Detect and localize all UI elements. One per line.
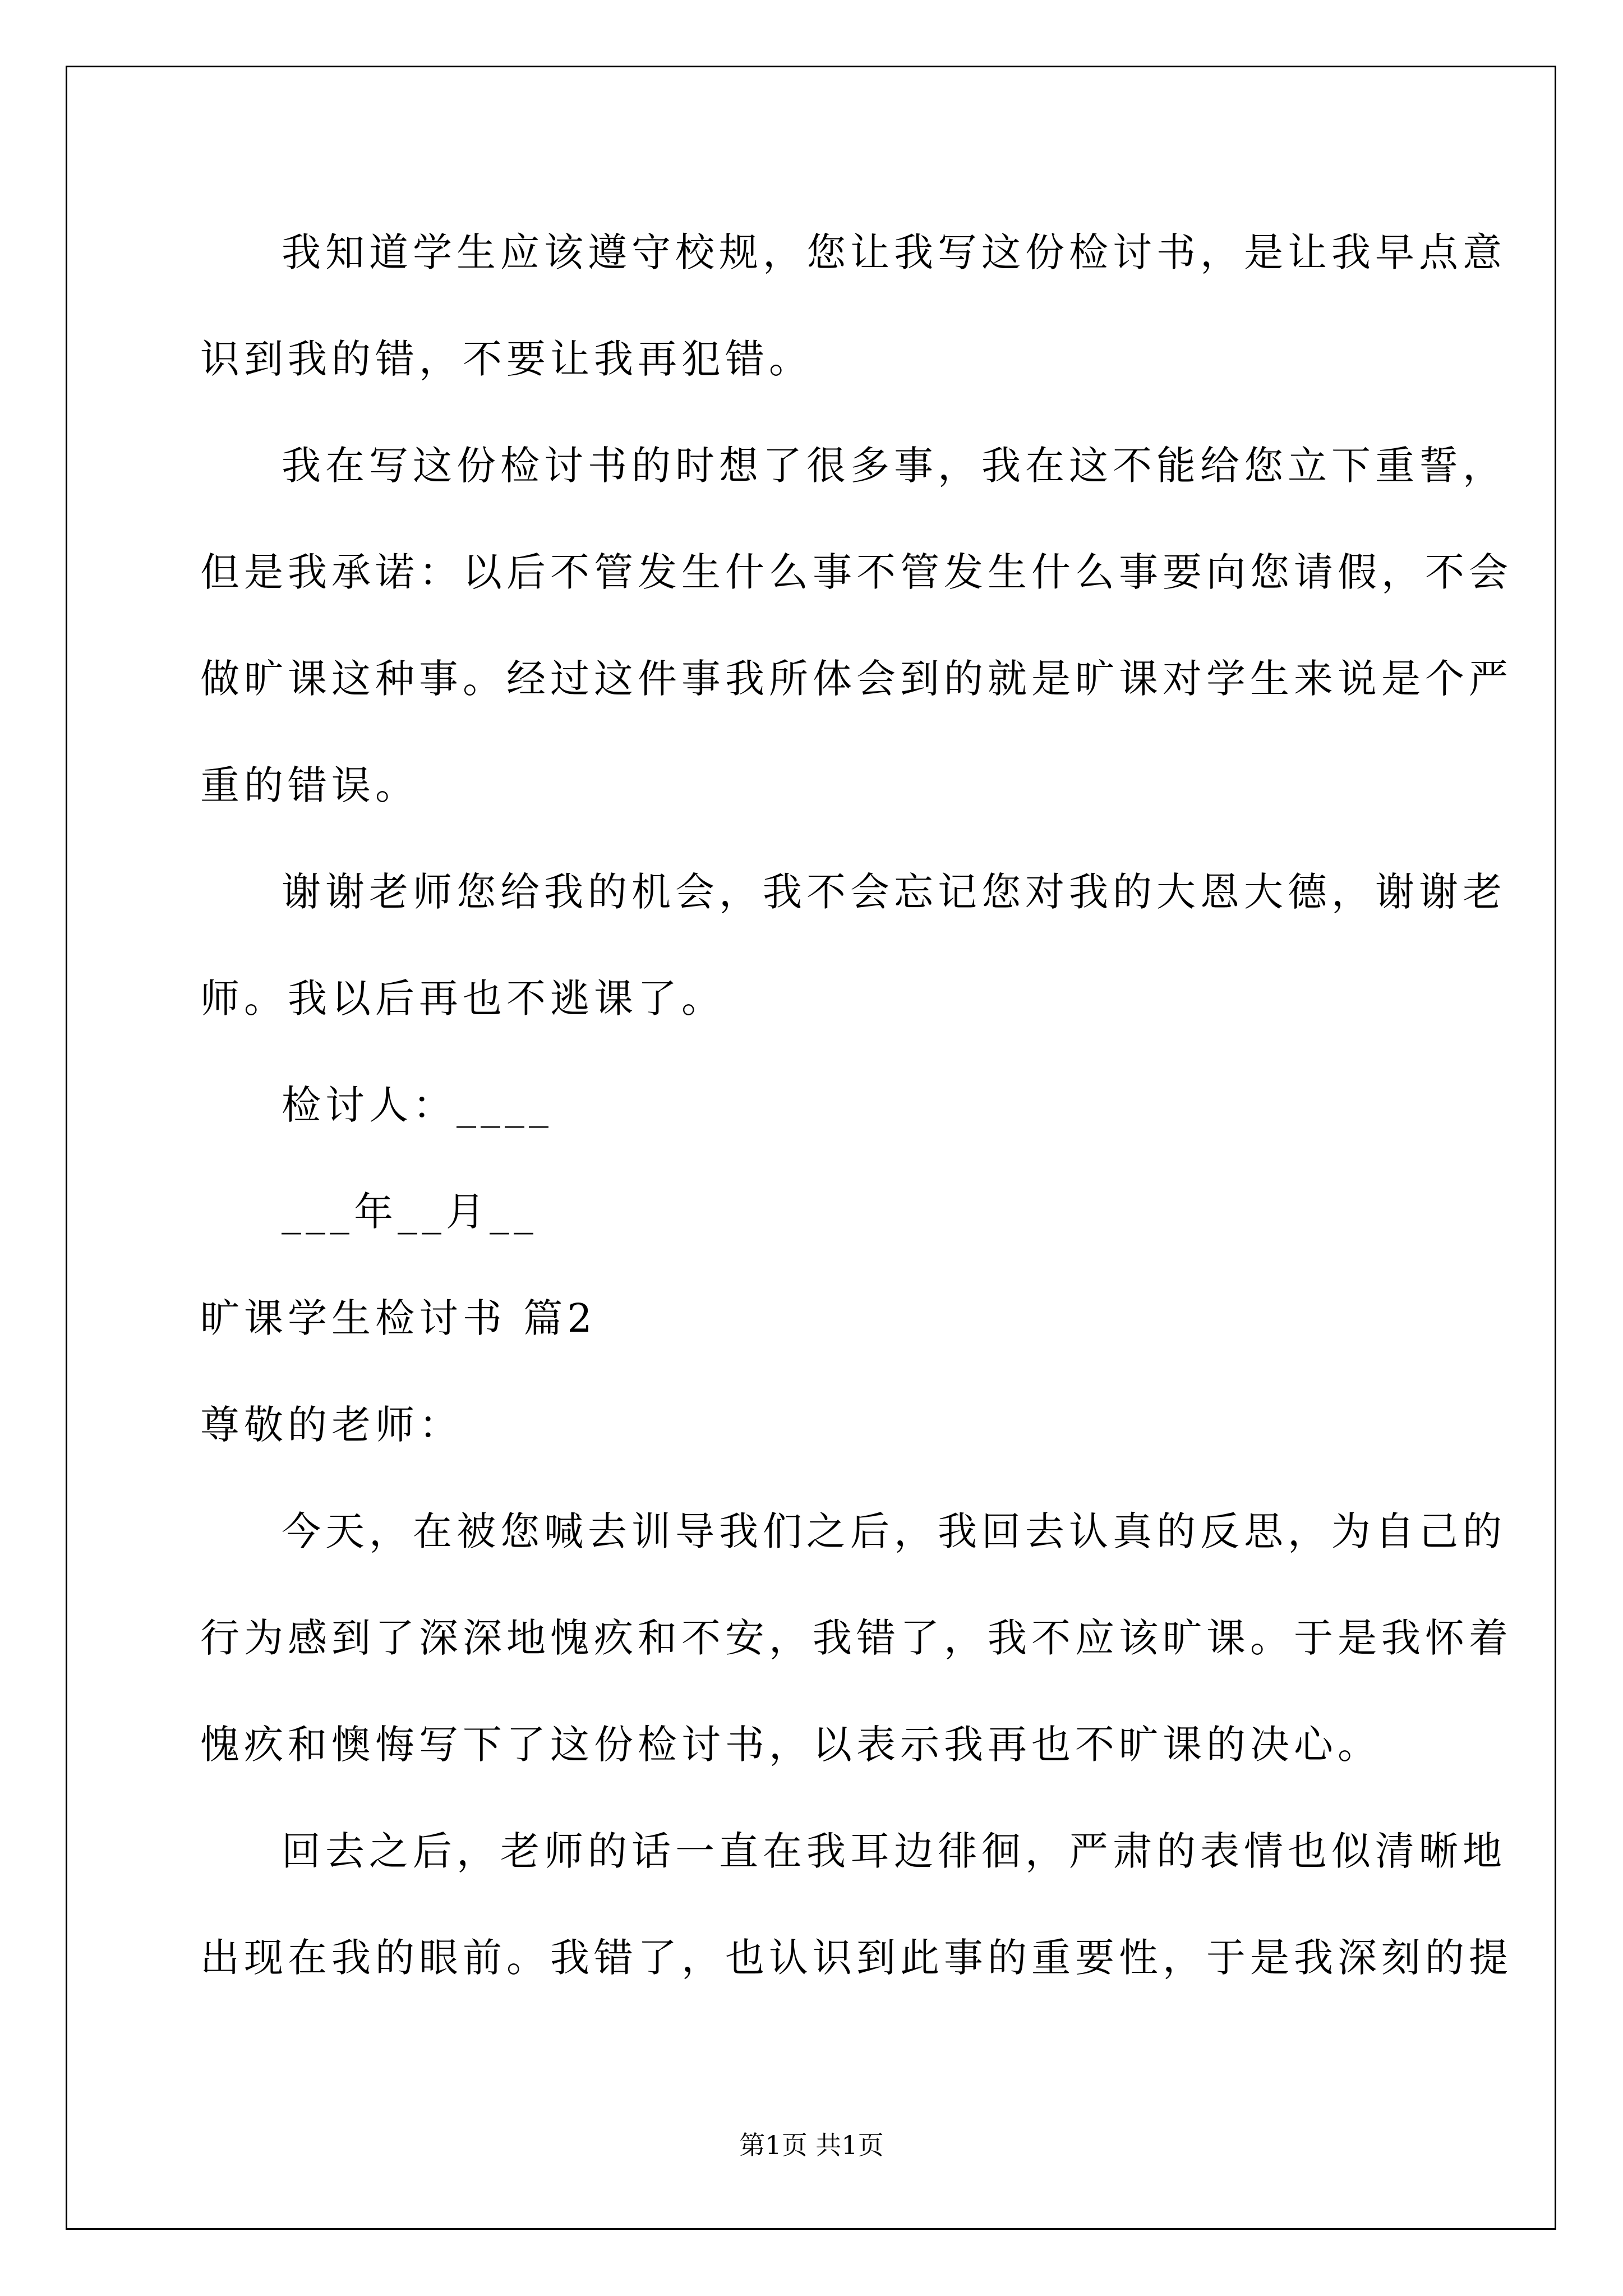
paragraph-line: 今天，在被您喊去训导我们之后，我回去认真的反思，为自己的 xyxy=(282,1508,1506,1554)
paragraph-line: 做旷课这种事。经过这件事我所体会到的就是旷课对学生来说是个严 xyxy=(200,656,1513,702)
paragraph-line: 愧疚和懊悔写下了这份检讨书，以表示我再也不旷课的决心。 xyxy=(200,1722,1381,1768)
paragraph-line: 行为感到了深深地愧疚和不安，我错了，我不应该旷课。于是我怀着 xyxy=(200,1615,1513,1661)
signer-line: 检讨人：____ xyxy=(282,1082,553,1128)
paragraph-line: 谢谢老师您给我的机会，我不会忘记您对我的大恩大德，谢谢老 xyxy=(282,869,1506,915)
salutation: 尊敬的老师： xyxy=(200,1402,463,1448)
paragraph-line: 回去之后，老师的话一直在我耳边徘徊，严肃的表情也似清晰地 xyxy=(282,1828,1506,1874)
paragraph-line: 出现在我的眼前。我错了，也认识到此事的重要性，于是我深刻的提 xyxy=(200,1935,1513,1981)
paragraph-line: 重的错误。 xyxy=(200,762,419,808)
paragraph-line: 我在写这份检讨书的时想了很多事，我在这不能给您立下重誓， xyxy=(282,443,1506,489)
section-title: 旷课学生检讨书 篇2 xyxy=(200,1295,597,1341)
page-border xyxy=(66,66,1556,2230)
paragraph-line: 但是我承诺：以后不管发生什么事不管发生什么事要向您请假，不会 xyxy=(200,549,1513,595)
date-line: ___年__月__ xyxy=(282,1189,538,1235)
paragraph-line: 我知道学生应该遵守校规，您让我写这份检讨书，是让我早点意 xyxy=(282,229,1506,275)
paragraph-line: 师。我以后再也不逃课了。 xyxy=(200,976,725,1022)
paragraph-line: 识到我的错，不要让我再犯错。 xyxy=(200,336,813,382)
page-footer: 第1页 共1页 xyxy=(739,2130,884,2160)
